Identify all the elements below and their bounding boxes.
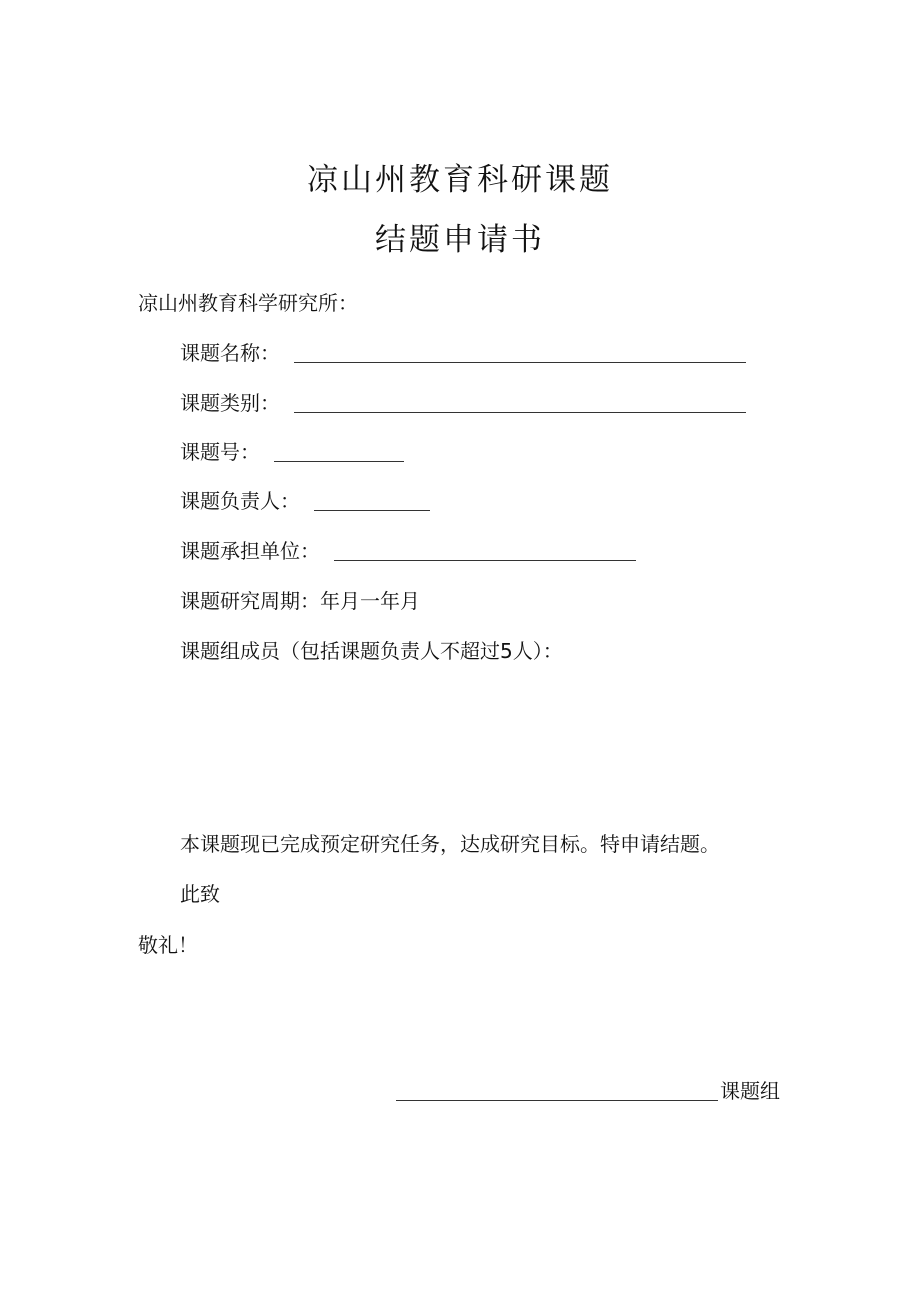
field-project-name-label: 课题名称： [180, 341, 280, 365]
signature-blank [396, 1080, 718, 1101]
field-project-category [180, 389, 746, 417]
signature-line [396, 1077, 780, 1105]
undertaking-unit-blank [334, 540, 636, 561]
field-project-number-label: 课题号： [180, 440, 260, 464]
project-number-blank [274, 441, 404, 462]
field-project-number [180, 438, 404, 466]
document-title-line2: 结题申请书 [375, 222, 545, 258]
closing-salutation-2: 敬礼！ [138, 933, 198, 957]
field-project-leader-label: 课题负责人： [180, 489, 300, 513]
field-project-leader [180, 487, 430, 515]
project-category-blank [294, 392, 746, 413]
field-project-category-label: 课题类别： [180, 391, 280, 415]
closing-salutation-1: 此致 [180, 882, 220, 906]
signature-suffix: 课题组 [720, 1079, 780, 1103]
field-undertaking-unit-label: 课题承担单位： [180, 539, 320, 563]
addressee: 凉山州教育科学研究所： [138, 291, 358, 315]
document-title-line1: 凉山州教育科研课题 [307, 162, 613, 198]
project-name-blank [294, 342, 746, 363]
field-project-name [180, 339, 746, 367]
field-undertaking-unit [180, 537, 636, 565]
field-research-period: 课题研究周期：年月一年月 [180, 589, 420, 613]
completion-statement: 本课题现已完成预定研究任务，达成研究目标。特申请结题。 [180, 832, 720, 856]
field-team-members: 课题组成员（包括课题负责人不超过5人）： [180, 639, 563, 663]
project-leader-blank [314, 490, 430, 511]
